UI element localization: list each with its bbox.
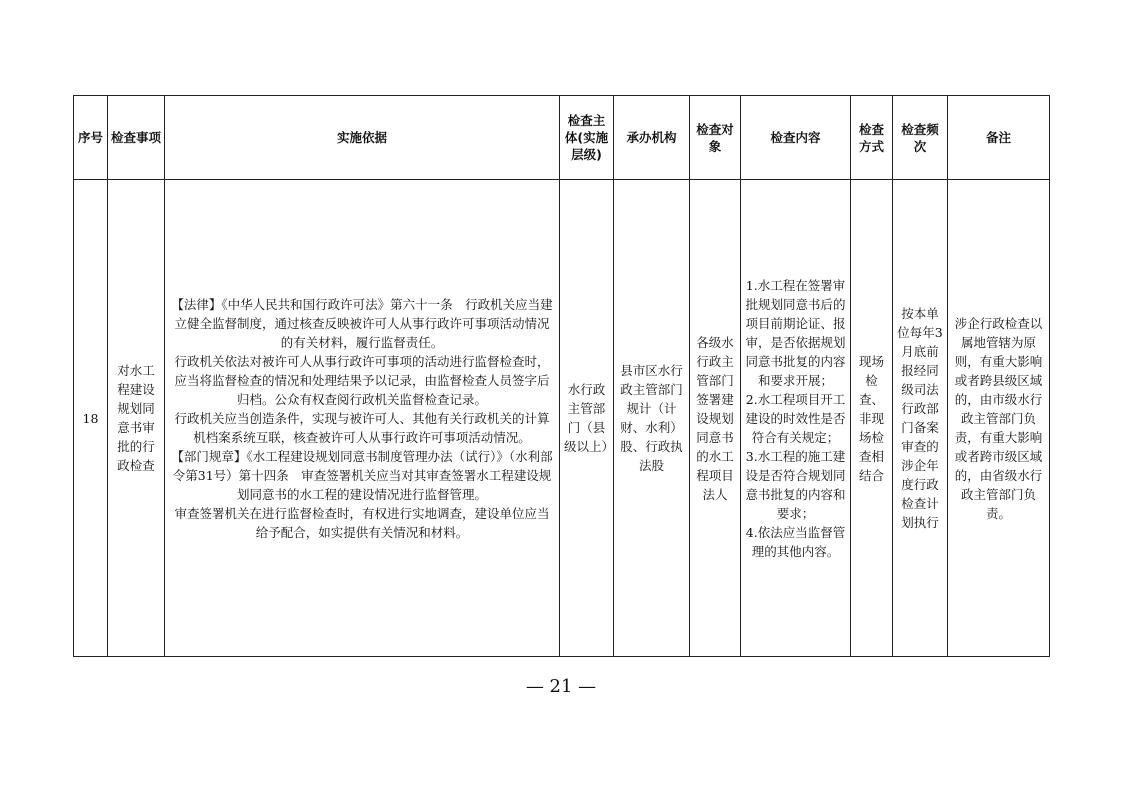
header-target: 检查对象 (690, 96, 741, 180)
content-item: 3.水工程的施工建设是否符合规划同意书批复的内容和要求； (745, 448, 846, 521)
cell-item: 对水工程建设规划同意书审批的行政检查 (108, 180, 165, 657)
content-item: 1.水工程在签署审批规划同意书后的项目前期论证、报审，是否依据规划同意书批复的内容和要求开展； (745, 277, 846, 388)
cell-remark: 涉企行政检查以属地管辖为原则，有重大影响或者跨县级区域的，由市级水行政主管部门负责，有重大影响或者跨市级区域的，由省级水行政主管部门负责。 (948, 180, 1050, 657)
basis-paragraph: 行政机关应当创造条件，实现与被许可人、其他有关行政机关的计算机档案系统互联，核查被许可人从事行政许可事项活动情况。 (174, 410, 550, 445)
cell-frequency: 按本单位每年3月底前报经同级司法行政部门备案审查的涉企年度行政检查计划执行 (893, 180, 948, 657)
basis-paragraph: 【部门规章】《水工程建设规划同意书制度管理办法（试行）》（水利部令第31号）第十四条 审查签署机关应当对其审查签署水工程建设规划同意书的水工程的建设情况进行监督管理。 (171, 448, 553, 502)
header-basis: 实施依据 (165, 96, 560, 180)
header-method: 检查方式 (851, 96, 893, 180)
header-content: 检查内容 (741, 96, 851, 180)
header-remark: 备注 (948, 96, 1050, 180)
cell-subject: 水行政主管部门（县级以上） (560, 180, 614, 657)
header-seq: 序号 (74, 96, 108, 180)
basis-paragraph: 【法律】《中华人民共和国行政许可法》第六十一条 行政机关应当建立健全监督制度，通过核查反映被许可人从事行政许可事项活动情况的有关材料，履行监督责任。 (171, 296, 553, 350)
cell-basis (165, 180, 560, 657)
cell-organ: 县市区水行政主管部门规计（计财、水利）股、行政执法股 (614, 180, 690, 657)
cell-target: 各级水行政主管部门签署建设规划同意书的水工程项目法人 (690, 180, 741, 657)
header-organ: 承办机构 (614, 96, 690, 180)
table-row (74, 180, 1050, 657)
page-number: — 21 — (525, 676, 597, 697)
header-item: 检查事项 (108, 96, 165, 180)
inspection-table (73, 95, 1050, 657)
cell-method: 现场检查、非现场检查相结合 (851, 180, 893, 657)
cell-content (741, 180, 851, 657)
header-row (74, 96, 1050, 180)
basis-paragraph: 审查签署机关在进行监督检查时，有权进行实地调查，建设单位应当给予配合，如实提供有关情况和材料。 (174, 505, 550, 540)
content-item: 4.依法应当监督管理的其他内容。 (745, 524, 846, 559)
cell-seq: 18 (74, 180, 108, 657)
basis-paragraph: 行政机关依法对被许可人从事行政许可事项的活动进行监督检查时，应当将监督检查的情况和处理结果予以记录，由监督检查人员签字后归档。公众有权查阅行政机关监督检查记录。 (174, 353, 550, 407)
header-subject: 检查主体(实施层级) (560, 96, 614, 180)
header-frequency: 检查频次 (893, 96, 948, 180)
content-item: 2.水工程项目开工建设的时效性是否符合有关规定； (745, 391, 846, 445)
